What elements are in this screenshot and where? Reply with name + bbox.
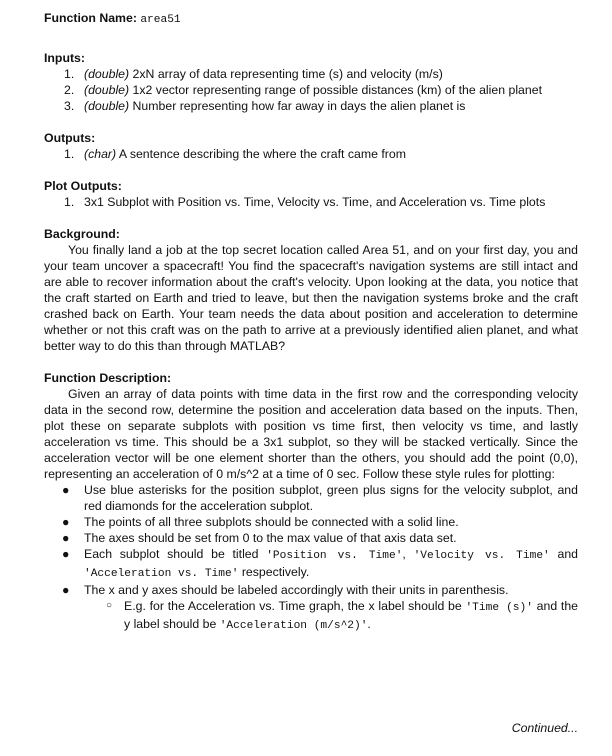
input-item [44, 82, 578, 98]
plot-outputs-list [44, 194, 578, 210]
bullet-dot-icon: ● [62, 515, 70, 529]
title-code: 'Velocity vs. Time' [413, 550, 550, 562]
document-page [44, 10, 578, 650]
bullet-dot-icon: ● [62, 483, 70, 497]
input-item [44, 66, 578, 82]
bullet-dot-icon: ● [62, 583, 70, 597]
input-number: 2. [64, 83, 75, 97]
label-code: 'Acceleration (m/s^2)' [219, 620, 368, 632]
style-rule-text: The axes should be set from 0 to the max value of that axis data set. [84, 531, 457, 545]
inputs-list [44, 66, 578, 114]
input-item [44, 98, 578, 114]
input-type: (double) [84, 67, 130, 81]
outputs-section [44, 130, 578, 162]
style-rule-text: respectively. [238, 565, 310, 579]
plot-outputs-section [44, 178, 578, 210]
background-section [44, 226, 578, 354]
input-type: (double) [84, 83, 130, 97]
input-number: 1. [64, 67, 75, 81]
inputs-section [44, 50, 578, 114]
style-rule-item [44, 546, 578, 582]
description-paragraph: Given an array of data points with time data in the first row and the corresponding velocity data in the second row, determine the position and acceleration data based on the inputs. Then, plot these on separate subplots with position vs time first, then velocity vs time, and lastly acceleration vs time. This should be a 3x1 subplot, so they will be stacked vertically. Since the acceleration vector will be one element shorter than the others, you should add the point (0,0), representing an acceleration of 0 m/s^2 at a time of 0 sec. Follow these style rules for plotting: [44, 387, 578, 481]
output-text: A sentence describing the where the craft came from [118, 147, 406, 161]
function-name-line [44, 10, 578, 28]
style-rules-list [44, 482, 578, 634]
plot-output-item [44, 194, 578, 210]
hollow-circle-icon: ○ [106, 600, 113, 611]
background-heading: Background: [44, 227, 120, 241]
background-paragraph: You finally land a job at the top secret location called Area 51, and on your first day, you and your team uncover a spacecraft! You find the spacecraft's navigation systems are still intact and are able to recover information about the craft's velocity. Upon looking at the data, you notice that the craft started on Earth and tried to leave, but then the navigation systems broke and the craft crashed back on Earth. Your team needs the data about position and acceleration to determine whether or not this craft was on the path to arrive at a previously identified alien planet, and what better way to do this than through MATLAB? [44, 243, 578, 353]
continued-note: Continued... [511, 721, 578, 735]
input-text: 2xN array of data representing time (s) and velocity (m/s) [132, 67, 443, 81]
example-sub-item [44, 598, 578, 634]
separator-text: , [402, 547, 414, 561]
outputs-heading: Outputs: [44, 131, 96, 145]
description-heading: Function Description: [44, 371, 172, 385]
style-rule-text: Each subplot should be titled [84, 547, 267, 561]
style-rule-item [44, 514, 578, 530]
style-rule-text: The points of all three subplots should be connected with a solid line. [84, 515, 459, 529]
style-rule-item [44, 582, 578, 598]
example-text: . [367, 617, 371, 631]
plot-output-number: 1. [64, 195, 75, 209]
input-text: 1x2 vector representing range of possible distances (km) of the alien planet [132, 83, 542, 97]
example-text: and the y label should be [124, 599, 578, 631]
plot-outputs-heading: Plot Outputs: [44, 179, 122, 193]
function-name-label: Function Name: [44, 11, 137, 25]
conjunction-text: and [549, 547, 578, 561]
title-code: 'Position vs. Time' [266, 550, 403, 562]
example-text: E.g. for the Acceleration vs. Time graph, the x label should be [124, 599, 466, 613]
output-number: 1. [64, 147, 75, 161]
input-type: (double) [84, 99, 130, 113]
bullet-dot-icon: ● [62, 531, 70, 545]
label-code: 'Time (s)' [465, 602, 533, 614]
input-number: 3. [64, 99, 75, 113]
input-text: Number representing how far away in days the alien planet is [132, 99, 466, 113]
description-section [44, 370, 578, 634]
bullet-dot-icon: ● [62, 547, 70, 561]
output-item [44, 146, 578, 162]
output-type: (char) [84, 147, 117, 161]
title-code: 'Acceleration vs. Time' [84, 568, 239, 580]
style-rule-item [44, 530, 578, 546]
outputs-list [44, 146, 578, 162]
plot-output-text: 3x1 Subplot with Position vs. Time, Velocity vs. Time, and Acceleration vs. Time plots [84, 195, 546, 209]
inputs-heading: Inputs: [44, 51, 85, 65]
style-rule-text: Use blue asterisks for the position subplot, green plus signs for the velocity subplot, and red diamonds for the acceleration subplot. [84, 483, 578, 513]
style-rule-item [44, 482, 578, 514]
function-name-value: area51 [140, 14, 181, 26]
style-rule-text: The x and y axes should be labeled accordingly with their units in parenthesis. [84, 583, 509, 597]
